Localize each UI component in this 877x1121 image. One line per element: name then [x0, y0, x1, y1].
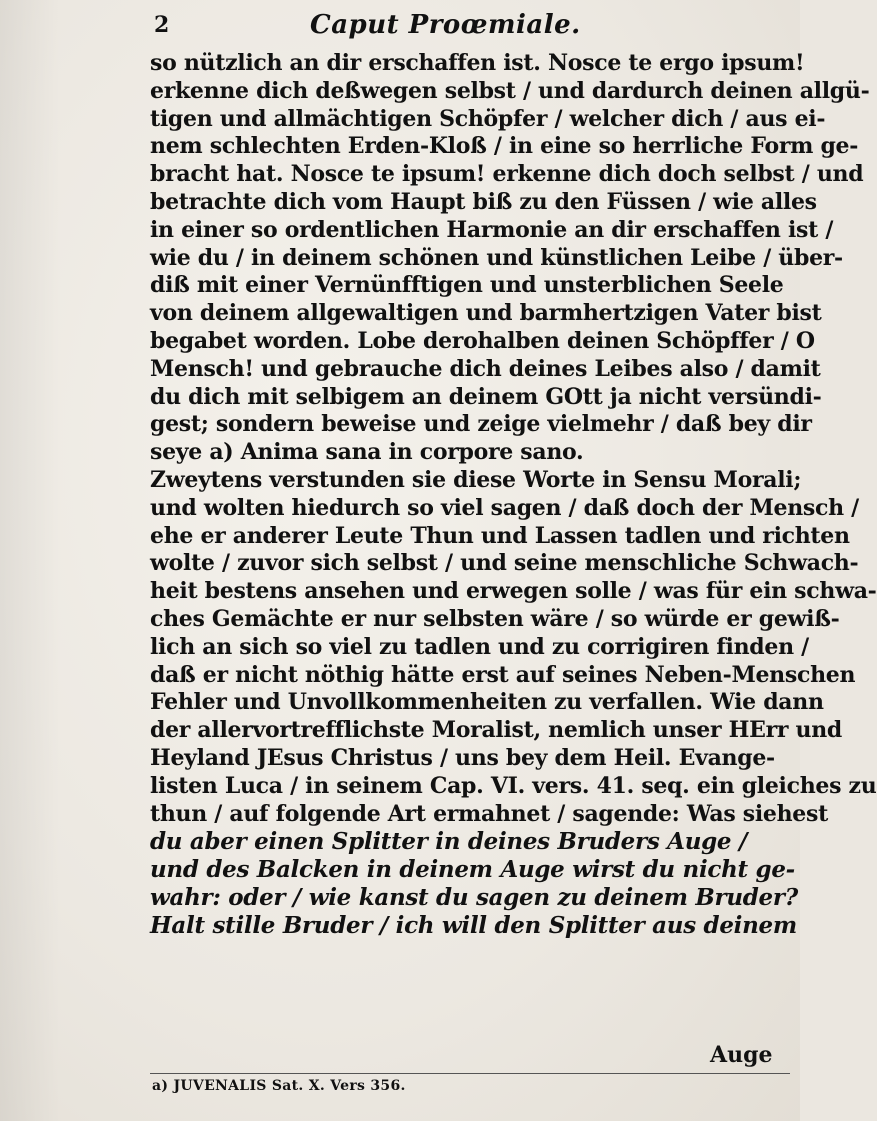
text-line: der allervortrefflichste Moralist, nemlich unser HErr und: [150, 717, 843, 744]
running-title: Caput Proœmiale.: [310, 10, 581, 40]
text-line: erkenne dich deßwegen selbst / und dardurch deinen allgü-: [150, 77, 870, 104]
text-line: gest; sondern beweise und zeige vielmehr / daß bey dir: [150, 411, 812, 438]
text-line: wie du / in deinem schönen und künstlichen Leibe / über-: [150, 244, 843, 271]
footnote: a) JUVENALIS Sat. X. Vers 356.: [152, 1078, 406, 1094]
text-line: Mensch! und gebrauche dich deines Leibes also / damit: [150, 355, 821, 382]
text-line: Fehler und Unvollkommenheiten zu verfallen. Wie dann: [150, 689, 824, 716]
text-line: listen Luca / in seinem Cap. VI. vers. 41. seq. ein gleiches zu: [150, 772, 877, 799]
page-header: [150, 10, 790, 44]
text-line: wolte / zuvor sich selbst / und seine menschliche Schwach-: [150, 550, 859, 577]
text-line-emphasis: Halt stille Bruder / ich will den Splitter aus deinem: [150, 911, 797, 939]
text-line: diß mit einer Vernünfftigen und unsterblichen Seele: [150, 272, 784, 299]
footnote-rule: [150, 1073, 790, 1074]
text-line: und wolten hiedurch so viel sagen / daß doch der Mensch /: [150, 494, 859, 521]
text-line: Heyland JEsus Christus / uns bey dem Heil. Evange-: [150, 744, 775, 771]
text-line: in einer so ordentlichen Harmonie an dir erschaffen ist /: [150, 216, 834, 243]
text-line: bracht hat. Nosce te ipsum! erkenne dich doch selbst / und: [150, 161, 864, 188]
text-line: seye a) Anima sana in corpore sano.: [150, 439, 584, 466]
text-line: lich an sich so viel zu tadlen und zu corrigiren finden /: [150, 633, 809, 660]
text-line: ches Gemächte er nur selbsten wäre / so würde er gewiß-: [150, 605, 840, 632]
text-line: thun / auf folgende Art ermahnet / sagende: Was siehest: [150, 800, 828, 827]
text-line: du dich mit selbigem an deinem GOtt ja nicht versündi-: [150, 383, 822, 410]
page-number: 2: [154, 12, 170, 38]
catchword: Auge: [710, 1042, 773, 1068]
text-line: Zweytens verstunden sie diese Worte in Sensu Morali;: [150, 466, 802, 493]
text-line-emphasis: du aber einen Splitter in deines Bruders Auge /: [150, 828, 748, 856]
text-line: begabet worden. Lobe derohalben deinen Schöpffer / O: [150, 327, 815, 354]
text-line: nem schlechten Erden-Kloß / in eine so herrliche Form ge-: [150, 133, 859, 160]
text-line: heit bestens ansehen und erwegen solle / was für ein schwa-: [150, 578, 877, 605]
text-line: so nützlich an dir erschaffen ist. Nosce te ergo ipsum!: [150, 50, 805, 76]
text-line: tigen und allmächtigen Schöpfer / welcher dich / aus ei-: [150, 105, 826, 132]
text-line: von deinem allgewaltigen und barmhertzigen Vater bist: [150, 300, 822, 327]
text-line: daß er nicht nöthig hätte erst auf seines Neben-Menschen: [150, 661, 856, 688]
text-line-emphasis: und des Balcken in deinem Auge wirst du nicht ge-: [150, 856, 795, 884]
text-line-emphasis: wahr: oder / wie kanst du sagen zu deinem Bruder?: [150, 883, 798, 911]
text-line: betrachte dich vom Haupt biß zu den Füssen / wie alles: [150, 188, 817, 215]
text-line: ehe er anderer Leute Thun und Lassen tadlen und richten: [150, 522, 850, 549]
body-text: [150, 50, 877, 940]
page-edge-shadow: [0, 0, 60, 1121]
